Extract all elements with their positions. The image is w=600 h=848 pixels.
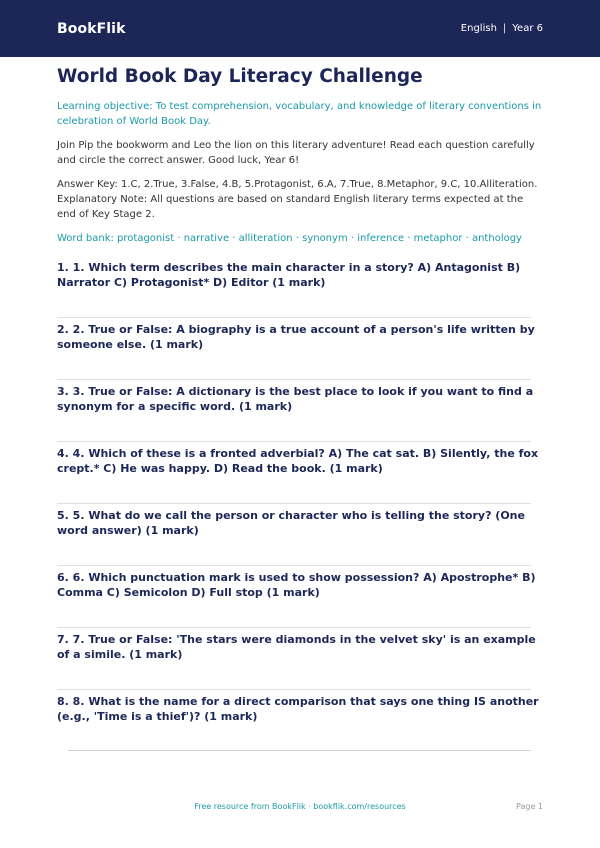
question-item: 6. 6. Which punctuation mark is used to show possession? A) Apostrophe* B) Comma C) Semicolon D) Full stop (1 mark) [57,571,536,599]
question-item: 4. 4. Which of these is a fronted adverbial? A) The cat sat. B) Silently, the fox crept.* C) He was happy. D) Read the book. (1 mark) [57,447,539,475]
brand-logo[interactable]: BookFlik [57,20,126,37]
question-item: 3. 3. True or False: A dictionary is the best place to look if you want to find a synonym for a specific word. (1 mark) [57,385,534,413]
worksheet-body [57,66,543,756]
answer-line [57,379,531,380]
question-list [57,260,543,756]
intro-text: Join Pip the bookworm and Leo the lion on this literary adventure! Read each question carefully and circle the correct answer. Good luck, Year 6! [57,140,535,166]
page-header [0,0,600,57]
learning-objective: Learning objective: To test comprehension, vocabulary, and knowledge of literary conventions in celebration of World Book Day. [57,101,542,127]
question-item: 7. 7. True or False: 'The stars were diamonds in the velvet sky' is an example of a simile. (1 mark) [57,633,536,661]
word-bank: Word bank: protagonist · narrative · alliteration · synonym · inference · metaphor · anthology [57,233,522,244]
question-item: 5. 5. What do we call the person or character who is telling the story? (One word answer) (1 mark) [57,509,525,537]
meta-separator: | [502,23,507,34]
footer-credit[interactable]: Free resource from BookFlik · bookflik.com/resources [194,802,406,811]
answer-line [57,317,531,318]
subject-label: English [460,23,497,34]
year-label: Year 6 [512,23,543,34]
answer-line [57,503,531,504]
question-item: 1. 1. Which term describes the main character in a story? A) Antagonist B) Narrator C) Protagonist* D) Editor (1 mark) [57,261,521,289]
answer-line [57,627,531,628]
answer-line [57,441,531,442]
answer-line [57,689,531,690]
section-divider [68,750,531,751]
header-meta [461,23,543,34]
page-title: World Book Day Literacy Challenge [57,66,423,87]
page-number: Page 1 [516,802,543,811]
answer-key: Answer Key: 1.C, 2.True, 3.False, 4.B, 5.Protagonist, 6.A, 7.True, 8.Metaphor, 9.C, 10.Alliteration. Explanatory Note: All questions are based on standard English literary terms expected at the end of Key Stage 2. [57,179,538,220]
answer-line [57,565,531,566]
question-item: 2. 2. True or False: A biography is a true account of a person's life written by someone else. (1 mark) [57,323,535,351]
question-item: 8. 8. What is the name for a direct comparison that says one thing IS another (e.g., 'Time is a thief')? (1 mark) [57,695,539,723]
